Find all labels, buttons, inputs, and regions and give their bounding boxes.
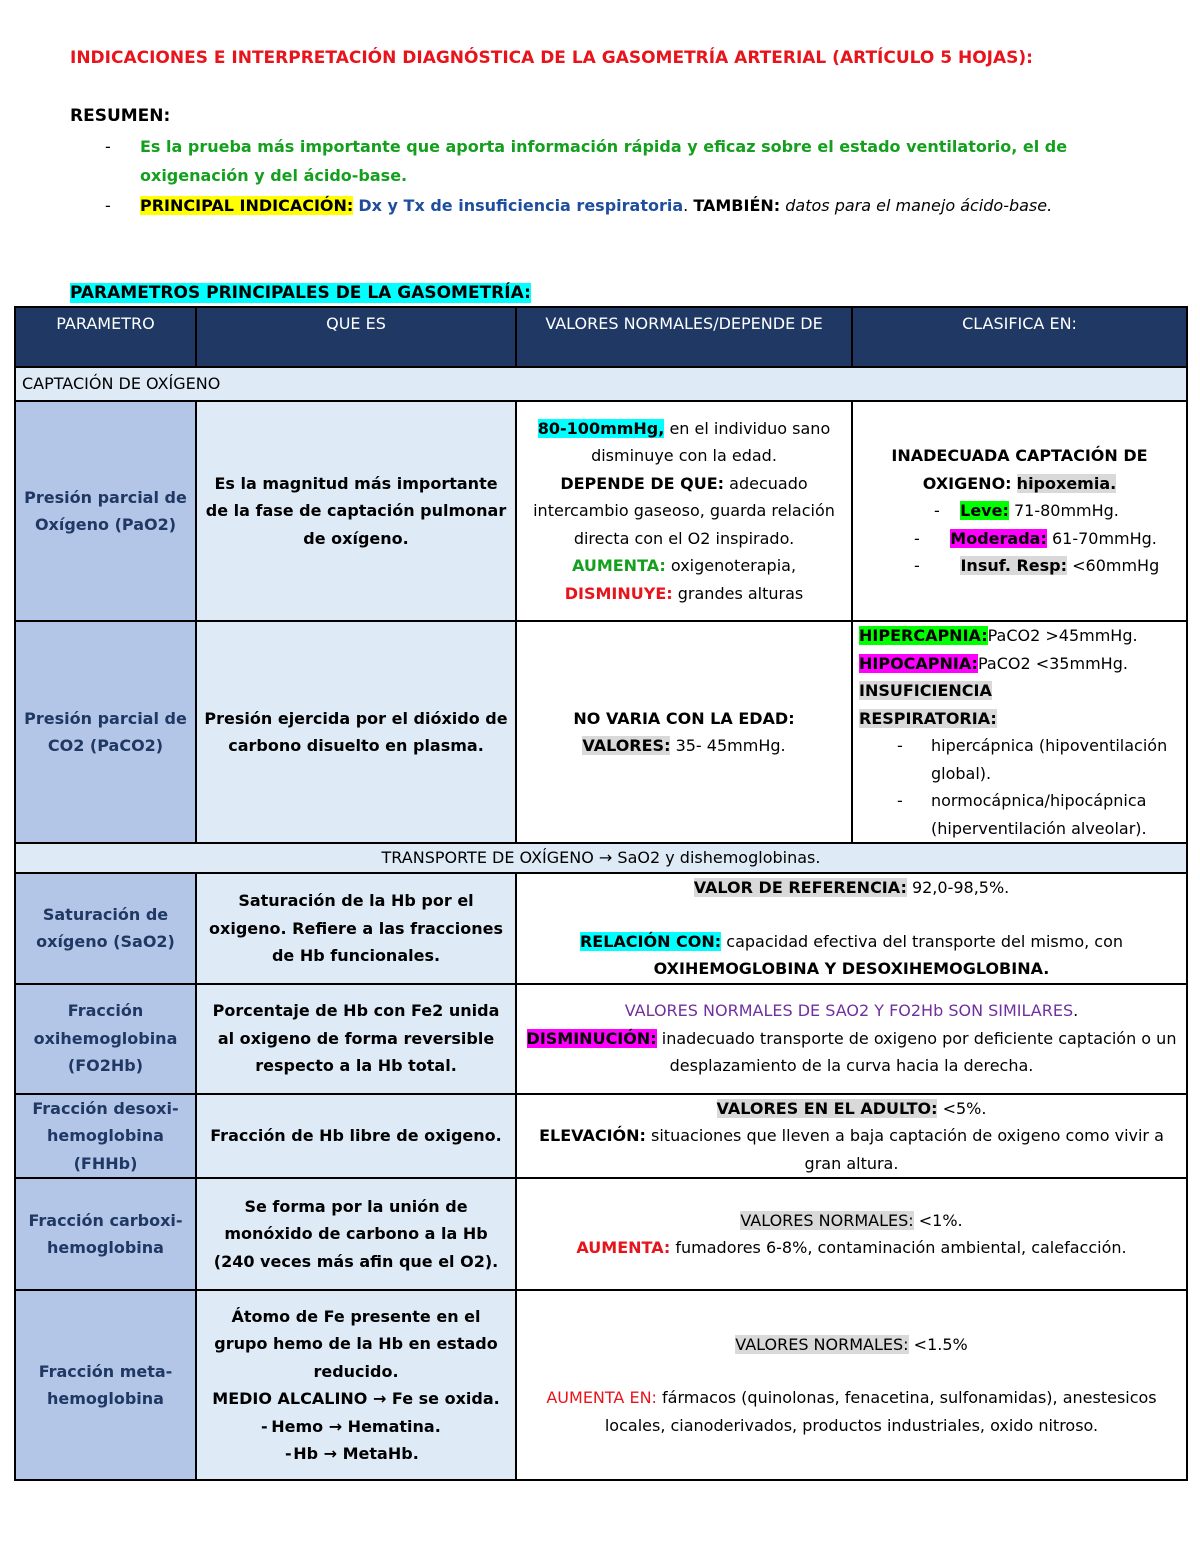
fhhb-val-label: VALORES EN EL ADULTO: bbox=[716, 1098, 938, 1118]
bullet-dash: - bbox=[285, 1444, 292, 1463]
paco2-hiper-val: PaCO2 >45mmHg. bbox=[987, 626, 1138, 645]
param-cohb: Fracción carboxi-hemoglobina bbox=[15, 1178, 196, 1290]
pao2-range-text: en el individuo sano disminuye con la edad. bbox=[591, 418, 831, 466]
table-row-sao2 bbox=[15, 873, 1187, 984]
sao2-rel-text: capacidad efectiva del transporte del mismo, con bbox=[726, 931, 1124, 951]
param-paco2: Presión parcial de CO2 (PaCO2) bbox=[15, 621, 196, 843]
quees-cohb: Se forma por la unión de monóxido de carbono a la Hb (240 veces más afin que el O2). bbox=[196, 1178, 516, 1290]
fhhb-elev-label: ELEVACIÓN: bbox=[539, 1126, 646, 1145]
section-heading bbox=[70, 280, 531, 307]
bullet-dash: - bbox=[897, 736, 903, 755]
clasifica-pao2 bbox=[852, 401, 1187, 621]
paco2-item-2: normocápnica/hipocápnica (hiperventilación alveolar). bbox=[931, 791, 1147, 838]
pao2-moderada-val: 61-70mmHg. bbox=[1051, 528, 1157, 548]
param-fhhb: Fracción desoxi-hemoglobina (FHHb) bbox=[15, 1094, 196, 1179]
valores-fo2hb bbox=[516, 984, 1187, 1094]
bullet-dash: - bbox=[934, 501, 940, 521]
fo2hb-similar: VALORES NORMALES DE SAO2 Y FO2Hb SON SIMILARES bbox=[624, 1001, 1074, 1021]
table-row-fhhb bbox=[15, 1094, 1187, 1179]
cohb-val-label: VALORES NORMALES: bbox=[740, 1210, 914, 1230]
table-row-methb bbox=[15, 1290, 1187, 1480]
valores-pao2 bbox=[516, 401, 852, 621]
paco2-hiper-label: HIPERCAPNIA: bbox=[859, 626, 988, 645]
header-valores: VALORES NORMALES/DEPENDE DE bbox=[516, 307, 852, 367]
pao2-insuf-val: <60mmHg bbox=[1072, 556, 1160, 576]
bullet-dash: - bbox=[105, 196, 111, 215]
bullet-dash: - bbox=[261, 1416, 268, 1436]
valores-sao2 bbox=[516, 873, 1187, 984]
header-parametro: PARAMETRO bbox=[15, 307, 196, 367]
pao2-depende-text: adecuado intercambio gaseoso, guarda relación directa con el O2 inspirado. bbox=[533, 473, 835, 548]
group-captacion: CAPTACIÓN DE OXÍGENO bbox=[15, 367, 1187, 401]
group-transporte: TRANSPORTE DE OXÍGENO → SaO2 y dishemoglobinas. bbox=[15, 843, 1187, 873]
pao2-aumenta-label: AUMENTA: bbox=[571, 556, 666, 576]
table-row-paco2 bbox=[15, 621, 1187, 843]
methb-aum-label: AUMENTA EN: bbox=[546, 1388, 657, 1408]
valores-methb bbox=[516, 1290, 1187, 1480]
period: . bbox=[1073, 1001, 1079, 1021]
bullet-dash: - bbox=[914, 556, 920, 576]
quees-fhhb: Fracción de Hb libre de oxigeno. bbox=[196, 1094, 516, 1179]
fo2hb-dism-text: inadecuado transporte de oxigeno por deficiente captación o un desplazamiento de la curva hacia la derecha. bbox=[661, 1028, 1177, 1076]
methb-val-val: <1.5% bbox=[913, 1334, 968, 1354]
pao2-hipoxemia: hipoxemia. bbox=[1016, 473, 1117, 493]
group-row-captacion bbox=[15, 367, 1187, 401]
period: . bbox=[683, 196, 689, 215]
bullet-1-text: Es la prueba más importante que aporta información rápida y eficaz sobre el estado ventilatorio, el de oxigenación y del ácido-base. bbox=[140, 137, 1068, 185]
paco2-valores-label: VALORES: bbox=[582, 736, 671, 755]
sao2-rel-label: RELACIÓN CON: bbox=[579, 931, 722, 951]
pao2-depende-label: DEPENDE DE QUE: bbox=[560, 473, 725, 493]
valores-cohb bbox=[516, 1178, 1187, 1290]
pao2-clas-title: INADECUADA CAPTACIÓN DE OXIGENO: bbox=[891, 446, 1148, 493]
quees-sao2: Saturación de la Hb por el oxigeno. Refiere a las fracciones de Hb funcionales. bbox=[196, 873, 516, 984]
pao2-disminuye-label: DISMINUYE: bbox=[564, 583, 673, 603]
summary-bullet-2 bbox=[105, 191, 1135, 220]
table-row-fo2hb bbox=[15, 984, 1187, 1094]
quees-paco2: Presión ejercida por el dióxido de carbono disuelto en plasma. bbox=[196, 621, 516, 843]
param-methb: Fracción meta-hemoglobina bbox=[15, 1290, 196, 1480]
gasometria-table bbox=[14, 306, 1188, 1481]
param-sao2: Saturación de oxígeno (SaO2) bbox=[15, 873, 196, 984]
bullet-dash: - bbox=[914, 528, 920, 548]
param-pao2: Presión parcial de Oxígeno (PaO2) bbox=[15, 401, 196, 621]
quees-pao2: Es la magnitud más importante de la fase de captación pulmonar de oxígeno. bbox=[196, 401, 516, 621]
methb-que-es-1: Átomo de Fe presente en el grupo hemo de la Hb en estado reducido. bbox=[214, 1306, 498, 1381]
paco2-hipo-label: HIPOCAPNIA: bbox=[859, 653, 978, 673]
param-fo2hb: Fracción oxihemoglobina (FO2Hb) bbox=[15, 984, 196, 1094]
section-heading-text: PARAMETROS PRINCIPALES DE LA GASOMETRÍA: bbox=[70, 283, 531, 303]
fhhb-val-val: <5%. bbox=[942, 1098, 987, 1118]
paco2-hipo-val: PaCO2 <35mmHg. bbox=[977, 653, 1128, 673]
bullet-dash: - bbox=[897, 791, 903, 810]
methb-val-label: VALORES NORMALES: bbox=[735, 1334, 909, 1354]
cohb-aum-text: fumadores 6-8%, contaminación ambiental, calefacción. bbox=[675, 1238, 1127, 1257]
fo2hb-dism-label: DISMINUCIÓN: bbox=[526, 1028, 657, 1048]
quees-methb bbox=[196, 1290, 516, 1480]
principal-indicacion-label: PRINCIPAL INDICACIÓN: bbox=[140, 196, 354, 215]
document-title: INDICACIONES E INTERPRETACIÓN DIAGNÓSTICA DE LA GASOMETRÍA ARTERIAL (ARTÍCULO 5 HOJAS): bbox=[70, 48, 1033, 68]
pao2-disminuye-text: grandes alturas bbox=[677, 583, 804, 603]
methb-que-es-3: Hemo → Hematina. bbox=[271, 1416, 441, 1436]
cohb-val-val: <1%. bbox=[918, 1210, 963, 1230]
resumen-label: RESUMEN: bbox=[70, 106, 171, 126]
summary-bullet-1 bbox=[105, 132, 1135, 190]
sao2-ref-val: 92,0-98,5%. bbox=[911, 878, 1010, 897]
pao2-leve-val: 71-80mmHg. bbox=[1013, 501, 1119, 521]
clasifica-paco2 bbox=[852, 621, 1187, 843]
table-row-pao2 bbox=[15, 401, 1187, 621]
methb-que-es-2: MEDIO ALCALINO → Fe se oxida. bbox=[212, 1389, 500, 1408]
valores-paco2 bbox=[516, 621, 852, 843]
quees-fo2hb: Porcentaje de Hb con Fe2 unida al oxigeno de forma reversible respecto a la Hb total. bbox=[196, 984, 516, 1094]
pao2-leve-label: Leve: bbox=[960, 501, 1009, 521]
cohb-aum-label: AUMENTA: bbox=[576, 1238, 671, 1257]
summary-list bbox=[105, 132, 1135, 221]
paco2-item-1: hipercápnica (hipoventilación global). bbox=[931, 736, 1168, 783]
methb-aum-text: fármacos (quinolonas, fenacetina, sulfonamidas), anestesicos locales, cianoderivados, productos industriales, oxido nitroso. bbox=[604, 1388, 1157, 1435]
header-clasifica: CLASIFICA EN: bbox=[852, 307, 1187, 367]
pao2-insuf-label: Insuf. Resp: bbox=[960, 556, 1068, 576]
pao2-moderada-label: Moderada: bbox=[950, 528, 1047, 548]
table-row-cohb bbox=[15, 1178, 1187, 1290]
paco2-no-varia: NO VARIA CON LA EDAD: bbox=[573, 708, 795, 728]
bullet-dash: - bbox=[105, 137, 111, 156]
sao2-rel-bold: OXIHEMOGLOBINA Y DESOXIHEMOGLOBINA. bbox=[653, 959, 1050, 978]
sao2-ref-label: VALOR DE REFERENCIA: bbox=[693, 878, 907, 897]
methb-que-es-4: Hb → MetaHb. bbox=[293, 1444, 419, 1463]
pao2-aumenta-text: oxigenoterapia, bbox=[670, 556, 797, 576]
valores-fhhb bbox=[516, 1094, 1187, 1179]
group-row-transporte bbox=[15, 843, 1187, 873]
pao2-range: 80-100mmHg, bbox=[537, 418, 665, 438]
paco2-insuf-label: INSUFICIENCIA RESPIRATORIA: bbox=[859, 681, 997, 728]
table-header-row bbox=[15, 307, 1187, 367]
principal-indicacion-text: Dx y Tx de insuficiencia respiratoria bbox=[358, 196, 684, 215]
header-que-es: QUE ES bbox=[196, 307, 516, 367]
tambien-text: datos para el manejo ácido-base. bbox=[785, 196, 1053, 215]
fhhb-elev-text: situaciones que lleven a baja captación de oxigeno como vivir a gran altura. bbox=[651, 1126, 1164, 1173]
tambien-label: TAMBIÉN: bbox=[693, 196, 781, 215]
paco2-valores-val: 35- 45mmHg. bbox=[675, 736, 786, 755]
